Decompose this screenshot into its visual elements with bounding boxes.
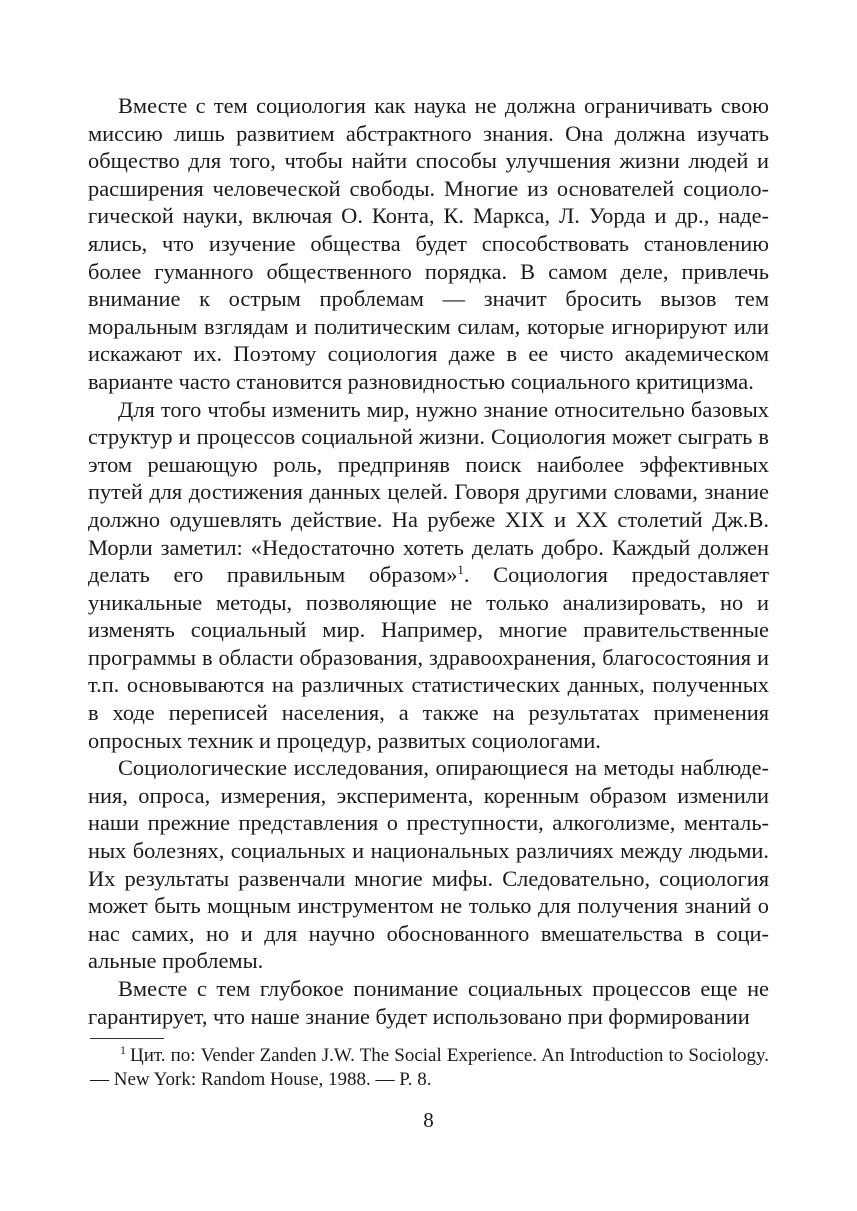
page-number: 8 [423, 1108, 434, 1132]
paragraph-2-text-b: . Социология предоставляет уникальные методы, позволяющие не только анализировать, но и изменять социальный мир. Например, многие правительственные программы в области образования, здравоохранения, благосостояния и т.п. основываются на различных статистических данных, полученных в ходе переписей населения, а также на результатах применения опросных техник и процедур, развитых социологами. [88, 562, 769, 753]
paragraph-2 [88, 396, 769, 755]
paragraph-3: Социологические исследования, опирающиеся на методы наблюдения, опроса, измерения, эксперимента, коренным образом изменили наши прежние представления о преступности, алкоголизме, ментальных болезнях, социальных и национальных различиях между людьми. Их результаты развенчали многие мифы. Следовательно, социология может быть мощным инструментом не только для получения знаний о нас самих, но и для научно обоснованного вмешательства в социальные проблемы. [88, 755, 769, 974]
page-body [88, 92, 769, 1030]
paragraph-2-text-a: Для того чтобы изменить мир, нужно знание относительно базовых структур и процессов социальной жизни. Социология может сыграть в этом решающую роль, предприняв поиск наиболее эффективных путей для достижения данных целей. Говоря другими словами, знание должно одушевлять действие. На рубеже XIX и XX столетий Дж.В. Морли заметил: «Недостаточно хотеть делать добро. Каждый должен делать его правильным образом» [88, 396, 769, 588]
paragraph-4: Вместе с тем глубокое понимание социальных процессов еще не гарантирует, что наше знание будет использовано при формировании [88, 976, 769, 1029]
footnote-divider [90, 1038, 164, 1039]
footnote-number: 1 [120, 1043, 126, 1057]
footnote-text: Цит. по: Vender Zanden J.W. The Social Experience. An Introduction to Sociology. — New York: Random House, 1988. — P. 8. [90, 1045, 769, 1090]
paragraph-1: Вместе с тем социология как наука не должна ограничивать свою миссию лишь развитием абстрактного знания. Она должна изучать общество для того, чтобы найти способы улучшения жизни людей и расширения человеческой свободы. Многие из основателей социологической науки, включая О. Конта, К. Маркса, Л. Уорда и др., надеялись, что изучение общества будет способствовать становлению более гуманного общественного порядка. В самом деле, привлечь внимание к острым проблемам — значит бросить вызов тем моральным взглядам и политическим силам, которые игнорируют или искажают их. Поэтому социология даже в ее чисто академическом варианте часто становится разновидностью социального критицизма. [88, 93, 769, 394]
footnote [90, 1044, 769, 1092]
footnote-reference[interactable]: 1 [457, 562, 464, 578]
